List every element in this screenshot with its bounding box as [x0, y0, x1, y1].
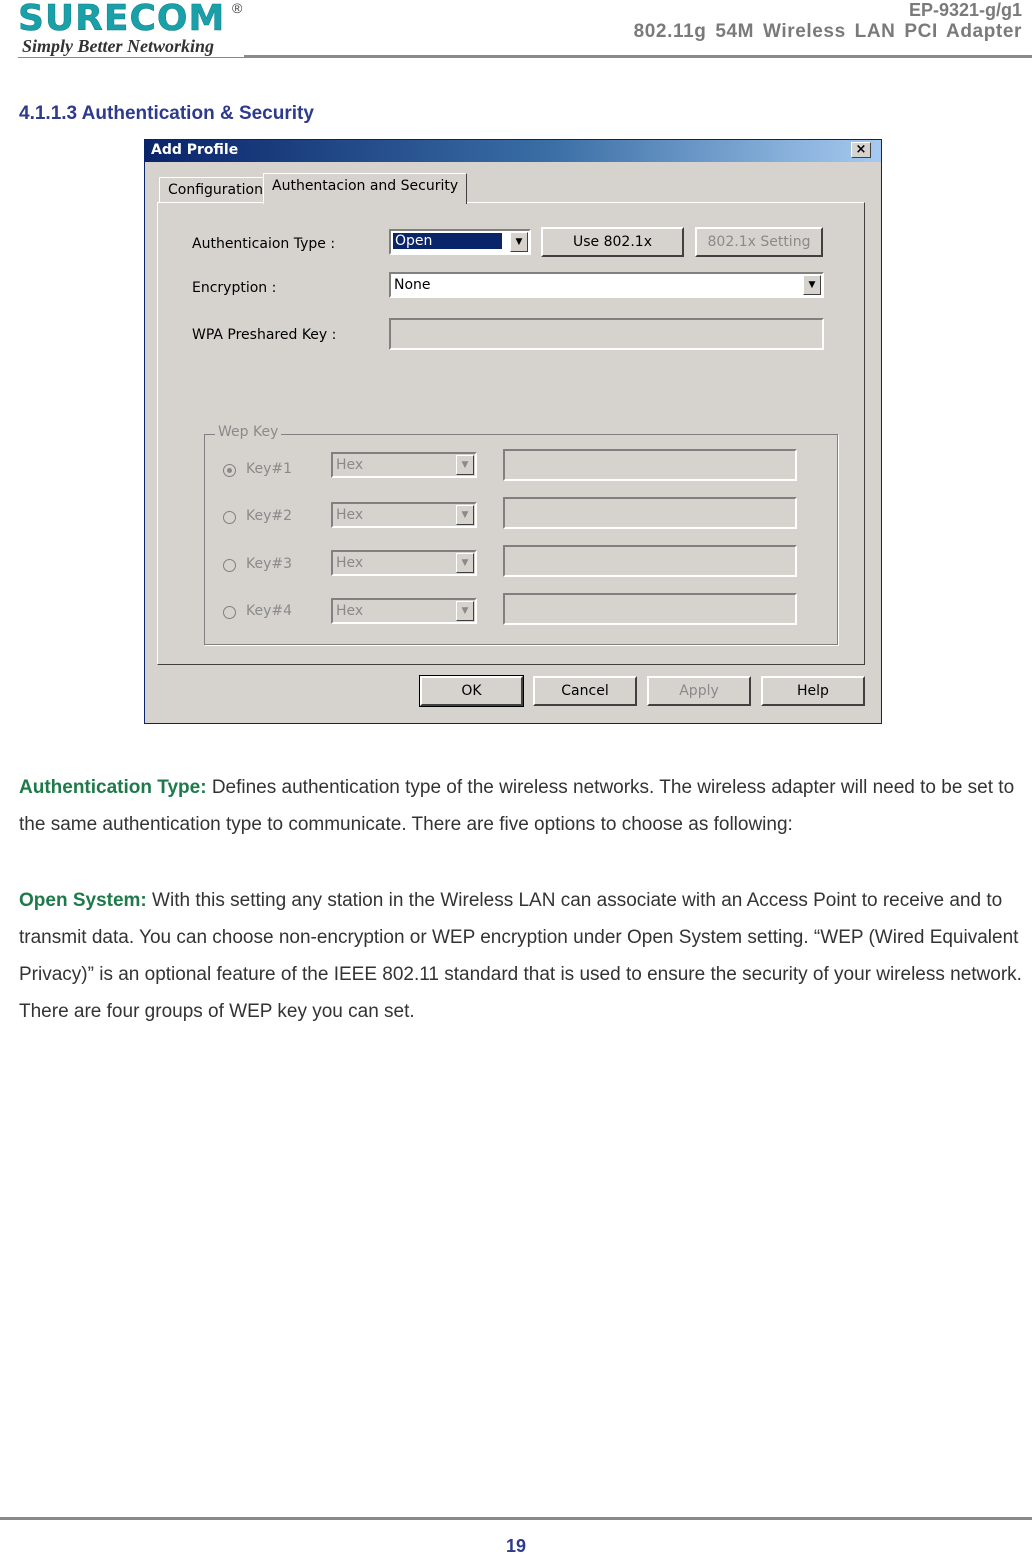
- key4-label: Key#4: [246, 603, 293, 619]
- ok-button[interactable]: OK: [420, 676, 523, 706]
- key4-format-value: Hex: [336, 603, 364, 619]
- auth-type-term: Authentication Type:: [19, 777, 207, 798]
- wpa-key-label: WPA Preshared Key :: [192, 327, 337, 343]
- key2-input[interactable]: [503, 497, 797, 529]
- chevron-down-icon[interactable]: ▼: [456, 601, 474, 621]
- chevron-down-icon[interactable]: ▼: [456, 455, 474, 475]
- close-icon[interactable]: ×: [851, 142, 871, 158]
- key1-input[interactable]: [503, 449, 797, 481]
- key4-input[interactable]: [503, 593, 797, 625]
- tab-configuration[interactable]: Configuration: [159, 177, 272, 203]
- add-profile-dialog: [144, 139, 882, 724]
- key2-radio[interactable]: [223, 511, 236, 524]
- 8021x-setting-button[interactable]: 802.1x Setting: [695, 227, 823, 257]
- key3-format-value: Hex: [336, 555, 364, 571]
- chevron-down-icon[interactable]: ▼: [456, 505, 474, 525]
- key1-format-value: Hex: [336, 457, 364, 473]
- header-rule: [244, 55, 1032, 58]
- tab-panel: [157, 202, 865, 665]
- dialog-titlebar: [145, 140, 881, 162]
- auth-type-paragraph: [19, 769, 1027, 843]
- encryption-label: Encryption :: [192, 280, 277, 296]
- page-number: 19: [505, 1536, 527, 1556]
- key3-format-select[interactable]: [331, 550, 477, 576]
- chevron-down-icon[interactable]: ▼: [803, 275, 821, 295]
- wep-key-group: [204, 424, 838, 645]
- open-system-term: Open System:: [19, 890, 147, 911]
- logo-tagline: Simply Better Networking: [22, 36, 215, 56]
- wep-key-legend: Wep Key: [215, 424, 281, 440]
- header-rule-left: [18, 57, 246, 58]
- open-system-text: With this setting any station in the Wireless LAN can associate with an Access Point to receive and to transmit data. You can choose non-encryption or WEP encryption under Open System setting. “WEP (Wired Equivalent Privacy)” is an optional feature of the IEEE 802.11 standard that is used to ensure the security of your wireless network. There are four groups of WEP key you can set.: [19, 890, 1022, 1022]
- key3-label: Key#3: [246, 556, 293, 572]
- footer-rule: [0, 1517, 1032, 1520]
- header-product: 802.11g 54M Wireless LAN PCI Adapter: [633, 21, 1022, 42]
- surecom-logo: [18, 0, 248, 60]
- chevron-down-icon[interactable]: ▼: [456, 553, 474, 573]
- logo-brand: SURECOM: [18, 0, 226, 39]
- help-button[interactable]: Help: [761, 676, 865, 706]
- encryption-value: None: [394, 277, 431, 293]
- radio-selected-dot: [227, 468, 232, 473]
- use-8021x-button[interactable]: Use 802.1x: [541, 227, 684, 257]
- key4-format-select[interactable]: [331, 598, 477, 624]
- header-model: EP-9321-g/g1: [908, 0, 1022, 20]
- section-title: 4.1.1.3 Authentication & Security: [19, 103, 314, 124]
- auth-type-label: Authenticaion Type :: [192, 236, 336, 252]
- key4-radio[interactable]: [223, 606, 236, 619]
- open-system-paragraph: [19, 882, 1027, 1030]
- key2-format-select[interactable]: [331, 502, 477, 528]
- chevron-down-icon[interactable]: ▼: [510, 232, 528, 252]
- key1-label: Key#1: [246, 461, 293, 477]
- key3-radio[interactable]: [223, 559, 236, 572]
- auth-type-text: Defines authentication type of the wireless networks. The wireless adapter will need to be set to the same authentication type to communicate. There are five options to choose as following:: [19, 777, 1015, 835]
- key1-radio[interactable]: [223, 464, 236, 477]
- cancel-button[interactable]: Cancel: [533, 676, 637, 706]
- tab-authentication-security[interactable]: Authentacion and Security: [263, 173, 467, 204]
- dialog-title: Add Profile: [151, 142, 239, 158]
- key2-label: Key#2: [246, 508, 293, 524]
- apply-button[interactable]: Apply: [647, 676, 751, 706]
- wpa-key-input[interactable]: [389, 318, 824, 350]
- registered-mark: ®: [232, 0, 243, 16]
- auth-type-select[interactable]: [389, 229, 531, 255]
- encryption-select[interactable]: [389, 272, 824, 298]
- key1-format-select[interactable]: [331, 452, 477, 478]
- auth-type-value: Open: [393, 233, 502, 249]
- key3-input[interactable]: [503, 545, 797, 577]
- key2-format-value: Hex: [336, 507, 364, 523]
